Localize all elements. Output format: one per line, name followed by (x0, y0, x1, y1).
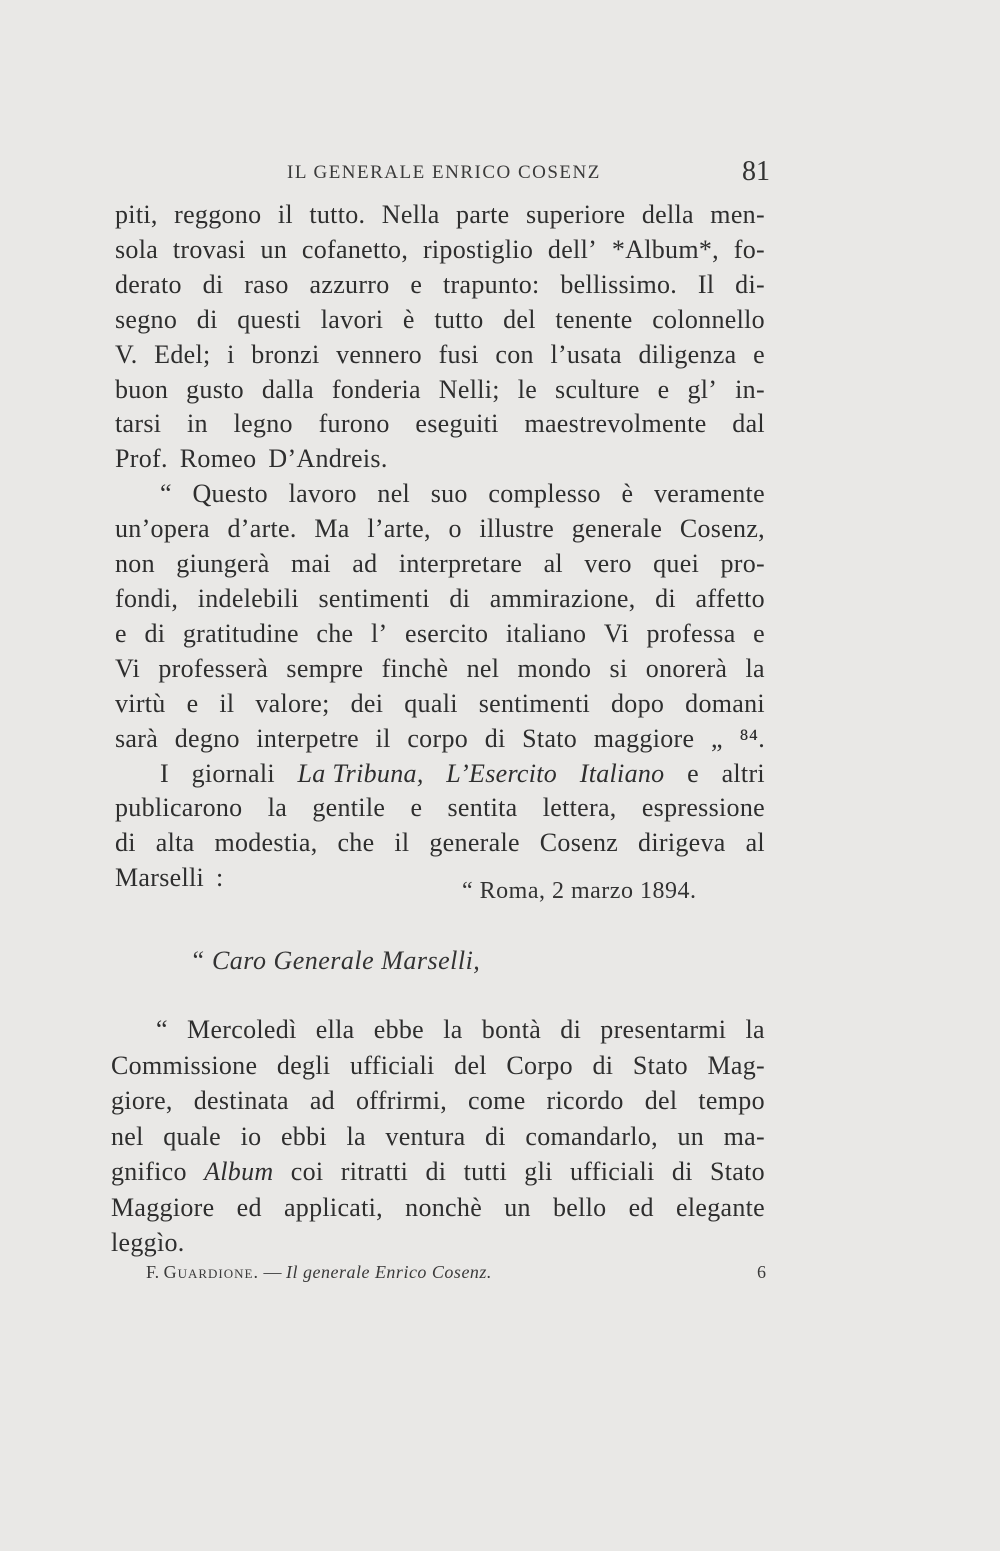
word: presentarmi (600, 1015, 727, 1044)
word: lavori (320, 304, 384, 334)
word: dell’ (547, 234, 598, 264)
text-line (115, 757, 765, 792)
word: generale (571, 514, 663, 544)
word: sempre (286, 653, 364, 683)
word: d’arte. (227, 514, 297, 544)
word: trovasi (172, 234, 246, 264)
word: il (277, 200, 293, 229)
text-line (115, 652, 765, 687)
word: tutti (463, 1157, 507, 1186)
word: italiano (505, 618, 587, 648)
word: tutto (434, 304, 484, 334)
text-line (111, 1190, 765, 1226)
word: buon (115, 374, 169, 404)
word: giornali (191, 758, 275, 788)
footer-work-title: Il generale Enrico Cosenz. (285, 1262, 492, 1282)
word: la (267, 793, 288, 823)
word: Cosenz, (679, 514, 765, 544)
word: di (485, 1121, 506, 1151)
word: parte (456, 200, 510, 229)
word: di (115, 828, 136, 858)
word: furono (318, 409, 390, 439)
word: Stato (522, 723, 578, 753)
word: Nella (381, 200, 440, 229)
word: Italiano (579, 758, 665, 788)
word: complesso (488, 479, 601, 509)
word: nel (466, 653, 500, 683)
word: colonnello (652, 304, 765, 334)
text-line (115, 442, 765, 477)
letter-date-line: “ Roma, 2 marzo 1894. (462, 878, 697, 904)
word: *Album*, (611, 234, 719, 264)
text-line (115, 826, 765, 861)
paragraph-3 (115, 757, 765, 897)
text-line (115, 687, 765, 722)
word: leggìo. (111, 1228, 185, 1257)
word: con (495, 339, 534, 369)
word: di (144, 618, 166, 648)
word: il (219, 688, 235, 718)
word: dopo (610, 688, 665, 718)
word: suo (430, 479, 468, 509)
word: in (187, 409, 208, 439)
word: Mag- (707, 1050, 765, 1080)
footer-dash: — (263, 1262, 282, 1282)
word: D’Andreis. (268, 444, 388, 474)
text-line (115, 407, 765, 442)
word: piti, (115, 200, 158, 229)
word: cofanetto, (301, 234, 409, 264)
word: maggiore (593, 723, 695, 753)
word: trapunto: (443, 269, 540, 299)
word: ed (236, 1192, 262, 1222)
word: un’opera (115, 514, 210, 544)
word: raso (244, 269, 289, 299)
text-line (115, 198, 765, 233)
footer-signature-mark: 6 (757, 1262, 766, 1282)
word: men- (710, 200, 765, 229)
text-line (111, 1012, 765, 1048)
word: tempo (698, 1086, 765, 1115)
word: Vi (603, 618, 629, 648)
word: interpetre (256, 723, 359, 753)
word: Nelli; (438, 374, 500, 404)
word: Stato (632, 1050, 688, 1080)
word: destinata (193, 1086, 289, 1115)
word: quale (163, 1121, 222, 1151)
word: e (410, 269, 423, 299)
word: fusi (438, 339, 479, 369)
word: nonchè (405, 1192, 483, 1222)
running-head-title: IL GENERALE ENRICO COSENZ (287, 162, 601, 183)
word: bontà (481, 1015, 542, 1044)
word: reggono (174, 200, 262, 229)
word: non (115, 549, 155, 579)
word: azzurro (309, 269, 390, 299)
word: : (216, 863, 224, 893)
paragraph-1 (115, 198, 765, 477)
word: interpretare (398, 549, 523, 579)
word: di (449, 583, 471, 613)
word: alta (155, 828, 195, 858)
word: Edel; (154, 339, 211, 369)
word: di (560, 1015, 582, 1044)
word: mondo (517, 653, 592, 683)
word: è (621, 479, 634, 509)
word: un (504, 1192, 531, 1222)
word: applicati, (283, 1192, 383, 1222)
text-line (115, 268, 765, 303)
text-line (111, 1119, 765, 1155)
word: Il (697, 269, 715, 299)
word: bellissimo. (560, 269, 678, 299)
word: Romeo (179, 444, 257, 474)
word: Marselli (115, 863, 205, 893)
word: esercito (405, 618, 489, 648)
word: e (657, 374, 670, 404)
text-line (115, 791, 765, 826)
text-line (111, 1083, 765, 1119)
word: sarà (115, 723, 159, 753)
word: giungerà (176, 549, 270, 579)
word: Questo (192, 479, 268, 509)
word: in- (735, 374, 765, 404)
word: pro- (720, 549, 765, 579)
running-head (115, 156, 775, 192)
word: che (316, 618, 354, 648)
word: altri (721, 758, 765, 788)
word: V. (115, 339, 138, 369)
word: mai (291, 549, 331, 579)
word: i (227, 339, 235, 369)
word: che (337, 828, 375, 858)
word: lettera, (542, 793, 617, 823)
letter-body (111, 1012, 765, 1261)
word: bronzi (251, 339, 320, 369)
word: ebbi (280, 1121, 327, 1151)
word: ebbe (373, 1015, 425, 1044)
word: gusto (186, 374, 244, 404)
word: Maggiore (111, 1192, 215, 1222)
word: tarsi (115, 409, 162, 439)
word: di (202, 269, 224, 299)
word: “ (160, 479, 172, 509)
word: ⁸⁴. (739, 723, 765, 753)
text-line (111, 1048, 765, 1084)
word: I (160, 758, 169, 788)
text-line (115, 582, 765, 617)
word: dal (732, 409, 765, 439)
word: publicarono (115, 793, 243, 823)
word: comandarlo, (525, 1121, 658, 1151)
word: e (186, 688, 199, 718)
word: il (394, 828, 410, 858)
word: gratitudine (182, 618, 299, 648)
word: gli (524, 1157, 553, 1186)
word: Vi (115, 653, 141, 683)
word: professerà (158, 653, 269, 683)
word: di (196, 304, 218, 334)
word: un (260, 234, 288, 264)
word: ma- (723, 1121, 765, 1151)
word: maestrevolmente (524, 409, 707, 439)
word: Album (204, 1157, 274, 1186)
word: affetto (695, 583, 765, 613)
word: corpo (407, 723, 469, 753)
word: l’usata (550, 339, 622, 369)
letter-salutation: “ Caro Generale Marselli, (190, 946, 481, 975)
text-line (115, 303, 765, 338)
word: del (503, 304, 536, 334)
word: vero (584, 549, 632, 579)
text-line (111, 1154, 765, 1190)
word: ripostiglio (422, 234, 534, 264)
word: al (745, 828, 765, 858)
page-number: 81 (742, 156, 770, 187)
word: ad (352, 549, 378, 579)
word: onorerà (645, 653, 728, 683)
word: fonderia (331, 374, 421, 404)
word: la (745, 1015, 765, 1044)
word: degno (174, 723, 240, 753)
word: o (448, 514, 462, 544)
word: ricordo (546, 1086, 624, 1115)
word: questi (237, 304, 302, 334)
word: e (687, 758, 699, 788)
word: offrirmi, (355, 1086, 448, 1115)
word: virtù (115, 688, 166, 718)
text-line (115, 373, 765, 408)
word: tenente (555, 304, 633, 334)
page-footer (146, 1262, 766, 1292)
footer-author-initial: F. (146, 1262, 160, 1282)
word: gentile (312, 793, 386, 823)
word: di (425, 1157, 447, 1186)
word: Prof. (115, 444, 168, 474)
word: si (609, 653, 628, 683)
word: La Tribuna, (297, 758, 424, 788)
word: ad (309, 1086, 335, 1115)
word: finchè (381, 653, 449, 683)
paragraph-2 (115, 477, 765, 756)
word: Mercoledì (187, 1015, 297, 1044)
word: la (443, 1015, 463, 1044)
word: quei (653, 549, 700, 579)
word: tutto. (309, 200, 366, 229)
word: eseguiti (415, 409, 499, 439)
text-line (115, 617, 765, 652)
word: diligenza (638, 339, 737, 369)
word: modestia, (214, 828, 318, 858)
word: “ (156, 1015, 168, 1044)
word: valore; (255, 688, 330, 718)
word: sculture (555, 374, 640, 404)
word: sentita (447, 793, 518, 823)
word: e (753, 339, 765, 369)
word: dirigeva (638, 828, 726, 858)
word: professa (646, 618, 736, 648)
word: ritratti (340, 1157, 409, 1186)
word: nel (111, 1121, 144, 1151)
word: della (641, 200, 694, 229)
footer-signature-line (146, 1262, 492, 1283)
word: Commissione (111, 1050, 258, 1080)
word: le (517, 374, 538, 404)
word: vennero (336, 339, 422, 369)
text-line (115, 477, 765, 512)
word: il (375, 723, 391, 753)
text-line (111, 1225, 765, 1261)
word: legno (233, 409, 293, 439)
word: un (677, 1121, 705, 1151)
footer-author-surname: Guardione. (163, 1262, 259, 1282)
word: è (402, 304, 415, 334)
word: elegante (675, 1192, 765, 1222)
body-text (115, 198, 765, 896)
word: ventura (385, 1121, 466, 1151)
word: e (410, 793, 423, 823)
word: di (655, 583, 676, 613)
word: nel (377, 479, 411, 509)
word: sentimenti (318, 583, 430, 613)
text-line (115, 722, 765, 757)
word: L’Esercito (446, 758, 558, 788)
word: la (745, 653, 765, 683)
word: di (671, 1157, 693, 1186)
word: giore, (111, 1086, 173, 1115)
text-line (115, 233, 765, 268)
word: „ (710, 723, 723, 753)
word: ufficiali (350, 1050, 435, 1080)
word: segno (115, 304, 178, 334)
word: la (346, 1121, 366, 1151)
word: indelebili (197, 583, 299, 613)
word: quali (404, 688, 458, 718)
word: dalla (261, 374, 314, 404)
word: sola (115, 234, 159, 264)
word: espressione (641, 793, 765, 823)
word: generale (429, 828, 520, 858)
word: Ma (314, 514, 350, 544)
word: derato (115, 269, 182, 299)
word: e (115, 618, 127, 648)
word: gnifico (111, 1157, 187, 1186)
word: dei (350, 688, 384, 718)
word: Cosenz (539, 828, 619, 858)
word: domani (685, 688, 765, 718)
word: del (644, 1086, 678, 1115)
word: l’arte, (367, 514, 431, 544)
word: di (484, 723, 506, 753)
word: lavoro (288, 479, 357, 509)
word: degli (276, 1050, 331, 1080)
word: fondi, (115, 583, 179, 613)
word: ammirazione, (489, 583, 636, 613)
word: veramente (653, 479, 765, 509)
word: al (543, 549, 563, 579)
word: ed (628, 1192, 654, 1222)
text-line (115, 338, 765, 373)
word: di- (735, 269, 765, 299)
word: io (240, 1121, 262, 1151)
word: Corpo (506, 1050, 573, 1080)
text-line (115, 547, 765, 582)
word: gl’ (687, 374, 718, 404)
word: coi (290, 1157, 324, 1186)
word: Stato (709, 1157, 765, 1186)
word: l’ (370, 618, 388, 648)
word: bello (553, 1192, 607, 1222)
word: sentimenti (478, 688, 591, 718)
word: illustre (479, 514, 555, 544)
word: ella (315, 1015, 355, 1044)
word: del (454, 1050, 487, 1080)
word: e (753, 618, 765, 648)
word: ufficiali (569, 1157, 655, 1186)
word: come (468, 1086, 526, 1115)
word: superiore (525, 200, 626, 229)
word: fo- (733, 234, 765, 264)
text-line (115, 512, 765, 547)
word: di (592, 1050, 614, 1080)
